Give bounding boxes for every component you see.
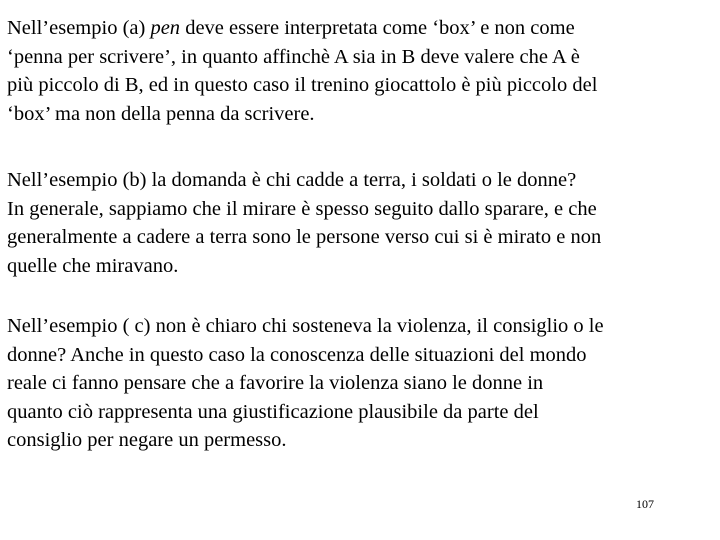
text-line: Nell’esempio (b) la domanda è chi cadde a terra, i soldati o le donne? xyxy=(7,169,577,191)
text-line: donne? Anche in questo caso la conoscenza delle situazioni del mondo xyxy=(7,343,587,366)
paragraph-example-a xyxy=(7,14,713,128)
paragraph-example-b xyxy=(7,166,713,280)
text-line: Nell’esempio ( c) non è chiaro chi sosteneva la violenza, il consiglio o le xyxy=(7,315,604,337)
text-line: consiglio per negare un permesso. xyxy=(7,429,287,452)
text-line xyxy=(7,14,713,43)
text-line: generalmente a cadere a terra sono le persone verso cui si è mirato e non xyxy=(7,226,602,249)
text-line: quanto ciò rappresenta una giustificazione plausibile da parte del xyxy=(7,400,539,423)
text-line: quelle che miravano. xyxy=(7,254,179,277)
page-number: 107 xyxy=(636,497,654,511)
paragraph-example-c xyxy=(7,312,713,455)
italic-term: pen xyxy=(150,17,181,39)
text-line: In generale, sappiamo che il mirare è spesso seguito dallo sparare, e che xyxy=(7,197,597,220)
text-fragment: Nell’esempio (a) xyxy=(7,17,151,39)
text-line: ‘penna per scrivere’, in quanto affinchè A sia in B deve valere che A è xyxy=(7,45,580,68)
text-line: reale ci fanno pensare che a favorire la violenza siano le donne in xyxy=(7,372,544,395)
text-fragment: deve essere interpretata come ‘box’ e non come xyxy=(180,17,575,39)
text-line: più piccolo di B, ed in questo caso il trenino giocattolo è più piccolo del xyxy=(7,74,598,97)
text-line: ‘box’ ma non della penna da scrivere. xyxy=(7,102,315,125)
